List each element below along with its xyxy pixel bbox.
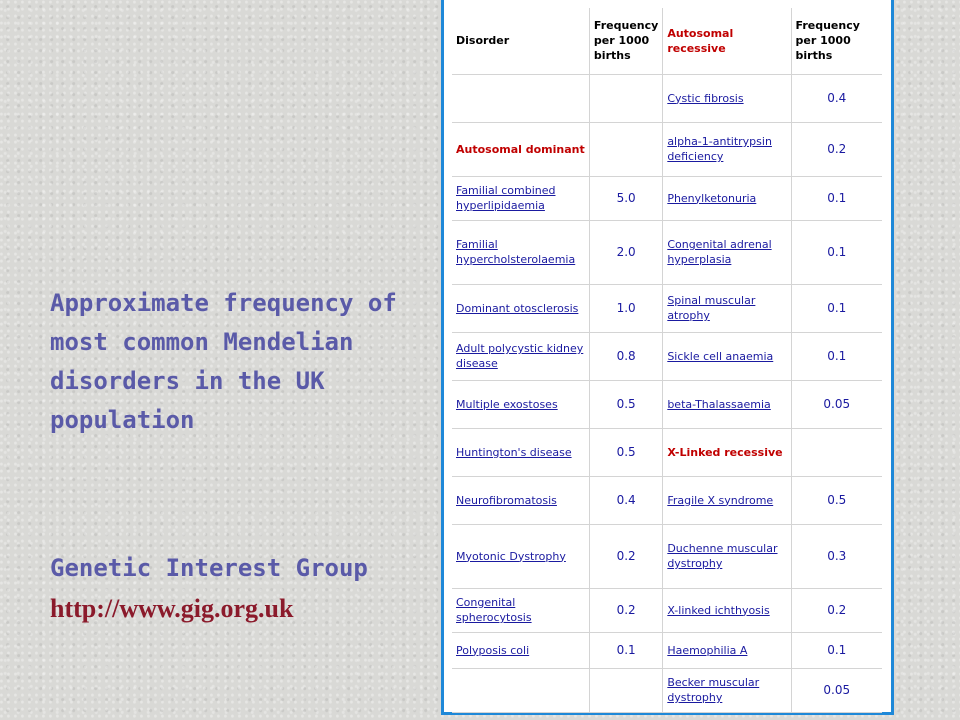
table-row <box>452 284 882 332</box>
left-disorder-link[interactable]: Familial hypercholsterolaemia <box>452 220 589 284</box>
right-disorder-link[interactable]: alpha-1-antitrypsin deficiency <box>663 122 791 176</box>
left-frequency: 0.1 <box>589 632 662 668</box>
table-row <box>452 220 882 284</box>
left-frequency: 0.4 <box>589 476 662 524</box>
left-disorder-link[interactable]: Neurofibromatosis <box>452 476 589 524</box>
left-disorder-link[interactable]: Adult polycystic kidney disease <box>452 332 589 380</box>
left-frequency <box>589 668 662 712</box>
table-row <box>452 122 882 176</box>
table-row <box>452 588 882 632</box>
left-disorder-link[interactable]: Myotonic Dystrophy <box>452 524 589 588</box>
right-disorder-link[interactable]: Fragile X syndrome <box>663 476 791 524</box>
left-disorder-link[interactable]: Polyposis coli <box>452 632 589 668</box>
header-frequency-left: Frequency per 1000 births <box>589 8 662 74</box>
right-frequency: 0.1 <box>791 220 882 284</box>
right-disorder-link[interactable]: Spinal muscular atrophy <box>663 284 791 332</box>
right-frequency: 0.1 <box>791 332 882 380</box>
left-cell <box>452 74 589 122</box>
slide-caption: Approximate frequency of most common Mendelian disorders in the UK population <box>50 289 397 434</box>
left-disorder-link[interactable]: Huntington's disease <box>452 428 589 476</box>
table-row <box>452 632 882 668</box>
table-row <box>452 176 882 220</box>
left-frequency: 1.0 <box>589 284 662 332</box>
right-disorder-link[interactable]: Haemophilia A <box>663 632 791 668</box>
section-header-autosomal-dominant: Autosomal dominant <box>452 122 589 176</box>
left-frequency: 0.5 <box>589 428 662 476</box>
left-frequency: 0.2 <box>589 524 662 588</box>
left-frequency: 0.2 <box>589 588 662 632</box>
table-row <box>452 428 882 476</box>
right-frequency: 0.5 <box>791 476 882 524</box>
header-frequency-right: Frequency per 1000 births <box>791 8 882 74</box>
right-frequency: 0.3 <box>791 524 882 588</box>
left-disorder-link[interactable]: Congenital spherocytosis <box>452 588 589 632</box>
right-frequency: 0.1 <box>791 176 882 220</box>
table-row <box>452 668 882 712</box>
right-disorder-link[interactable]: beta-Thalassaemia <box>663 380 791 428</box>
right-frequency <box>791 428 882 476</box>
table-row <box>452 524 882 588</box>
frequency-table-frame <box>441 0 894 715</box>
right-disorder-link[interactable]: Phenylketonuria <box>663 176 791 220</box>
header-autosomal-recessive: Autosomal recessive <box>663 8 791 74</box>
source-url-link[interactable]: http://www.gig.org.uk <box>50 594 294 623</box>
table-header-row <box>452 8 882 74</box>
header-disorder: Disorder <box>452 8 589 74</box>
frequency-table <box>452 8 882 713</box>
section-header-x-linked-recessive: X-Linked recessive <box>663 428 791 476</box>
right-disorder-link[interactable]: Cystic fibrosis <box>663 74 791 122</box>
left-frequency <box>589 74 662 122</box>
right-frequency: 0.4 <box>791 74 882 122</box>
right-frequency: 0.1 <box>791 632 882 668</box>
right-frequency: 0.2 <box>791 588 882 632</box>
table-row <box>452 332 882 380</box>
left-disorder-link[interactable]: Familial combined hyperlipidaemia <box>452 176 589 220</box>
left-frequency <box>589 122 662 176</box>
right-frequency: 0.05 <box>791 668 882 712</box>
left-frequency: 5.0 <box>589 176 662 220</box>
left-disorder-link[interactable]: Dominant otosclerosis <box>452 284 589 332</box>
left-frequency: 0.8 <box>589 332 662 380</box>
right-disorder-link[interactable]: X-linked ichthyosis <box>663 588 791 632</box>
left-frequency: 2.0 <box>589 220 662 284</box>
left-cell <box>452 668 589 712</box>
right-frequency: 0.1 <box>791 284 882 332</box>
left-disorder-link[interactable]: Multiple exostoses <box>452 380 589 428</box>
left-frequency: 0.5 <box>589 380 662 428</box>
table-row <box>452 74 882 122</box>
right-disorder-link[interactable]: Congenital adrenal hyperplasia <box>663 220 791 284</box>
right-frequency: 0.05 <box>791 380 882 428</box>
right-disorder-link[interactable]: Becker muscular dystrophy <box>663 668 791 712</box>
right-disorder-link[interactable]: Sickle cell anaemia <box>663 332 791 380</box>
source-name: Genetic Interest Group <box>50 554 368 582</box>
right-disorder-link[interactable]: Duchenne muscular dystrophy <box>663 524 791 588</box>
table-row <box>452 476 882 524</box>
right-frequency: 0.2 <box>791 122 882 176</box>
table-row <box>452 380 882 428</box>
